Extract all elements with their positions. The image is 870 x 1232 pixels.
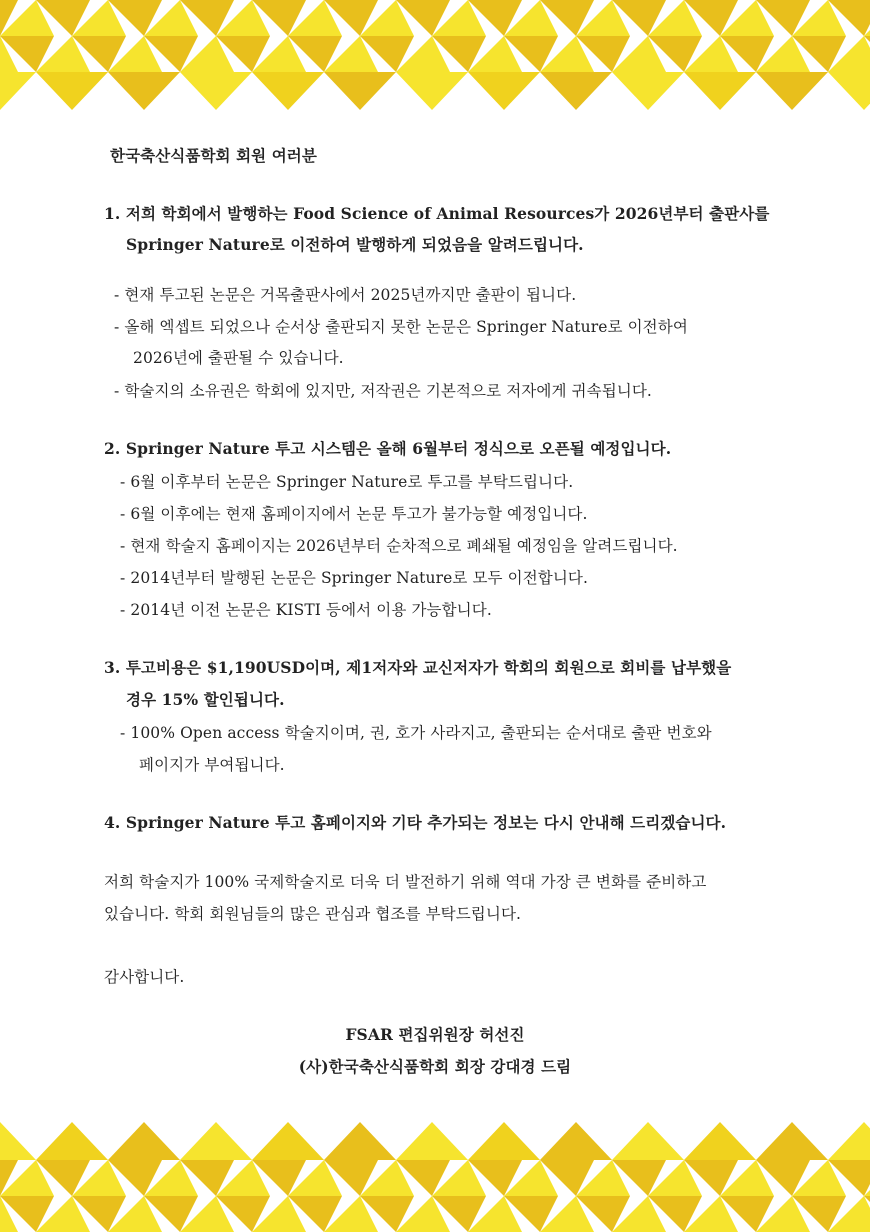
- bottom-yellow-banner: [0, 1122, 870, 1232]
- item2-bullet: - 2014년 이전 논문은 KISTI 등에서 이용 가능합니다.: [120, 601, 492, 619]
- item2-bullet: - 6월 이후에는 현재 홈페이지에서 논문 투고가 불가능할 예정입니다.: [120, 505, 588, 523]
- item1-bullet2-line1: - 올해 엑셉트 되었으나 순서상 출판되지 못한 논문은 Springer Nature로 이전하여: [114, 318, 688, 336]
- signature-president: (사)한국축산식품학회 회장 강대경 드림: [298, 1057, 572, 1076]
- banner-triangle: [252, 1122, 324, 1160]
- closing-line2: 있습니다. 학회 회원님들의 많은 관심과 협조를 부탁드립니다.: [104, 905, 522, 923]
- item2-heading: 2. Springer Nature 투고 시스템은 올해 6월부터 정식으로 오픈될 예정입니다.: [104, 439, 672, 458]
- closing-line1: 저희 학술지가 100% 국제학술지로 더욱 더 발전하기 위해 역대 가장 큰 변화를 준비하고: [104, 873, 707, 891]
- banner-triangle: [108, 1122, 180, 1160]
- banner-triangle: [684, 1122, 756, 1160]
- item1-heading-line1: 1. 저희 학회에서 발행하는 Food Science of Animal Resources가 2026년부터 출판사를: [104, 204, 770, 223]
- item1-heading-line2: Springer Nature로 이전하여 발행하게 되었음을 알려드립니다.: [126, 235, 584, 254]
- item3-heading-line2: 경우 15% 할인됩니다.: [126, 690, 285, 709]
- banner-triangle: [828, 1122, 870, 1160]
- item3-heading-line1: 3. 투고비용은 $1,190USD이며, 제1저자와 교신저자가 학회의 회원으로 회비를 납부했을: [104, 658, 732, 677]
- banner-triangle: [540, 1122, 612, 1160]
- banner-triangle: [756, 1122, 828, 1160]
- banner-triangle: [396, 1122, 468, 1160]
- item2-bullet: - 6월 이후부터 논문은 Springer Nature로 투고를 부탁드립니다.: [120, 473, 574, 491]
- banner-triangle: [0, 1122, 36, 1160]
- signature-editor: FSAR 편집위원장 허선진: [345, 1025, 525, 1044]
- banner-triangle: [612, 1122, 684, 1160]
- greeting: 한국축산식품학회 회원 여러분: [110, 146, 317, 165]
- item2-bullet: - 현재 학술지 홈페이지는 2026년부터 순차적으로 폐쇄될 예정임을 알려드립니다.: [120, 537, 678, 555]
- banner-triangle: [324, 1122, 396, 1160]
- banner-triangle: [180, 1122, 252, 1160]
- item2-bullet: - 2014년부터 발행된 논문은 Springer Nature로 모두 이전합니다.: [120, 569, 589, 587]
- item4-heading: 4. Springer Nature 투고 홈페이지와 기타 추가되는 정보는 다시 안내해 드리겠습니다.: [104, 813, 727, 832]
- banner-triangle: [468, 1122, 540, 1160]
- item1-bullet3: - 학술지의 소유권은 학회에 있지만, 저작권은 기본적으로 저자에게 귀속됩니다.: [114, 382, 652, 400]
- thanks: 감사합니다.: [104, 968, 185, 986]
- item1-bullet2-line2: 2026년에 출판될 수 있습니다.: [133, 349, 344, 367]
- banner-triangle: [36, 1122, 108, 1160]
- item3-bullet-line2: 페이지가 부여됩니다.: [139, 756, 285, 774]
- item3-bullet-line1: - 100% Open access 학술지이며, 권, 호가 사라지고, 출판되는 순서대로 출판 번호와: [120, 724, 712, 742]
- triangle-pattern-bottom: [0, 1122, 870, 1232]
- item1-bullet1: - 현재 투고된 논문은 거목출판사에서 2025년까지만 출판이 됩니다.: [114, 286, 577, 304]
